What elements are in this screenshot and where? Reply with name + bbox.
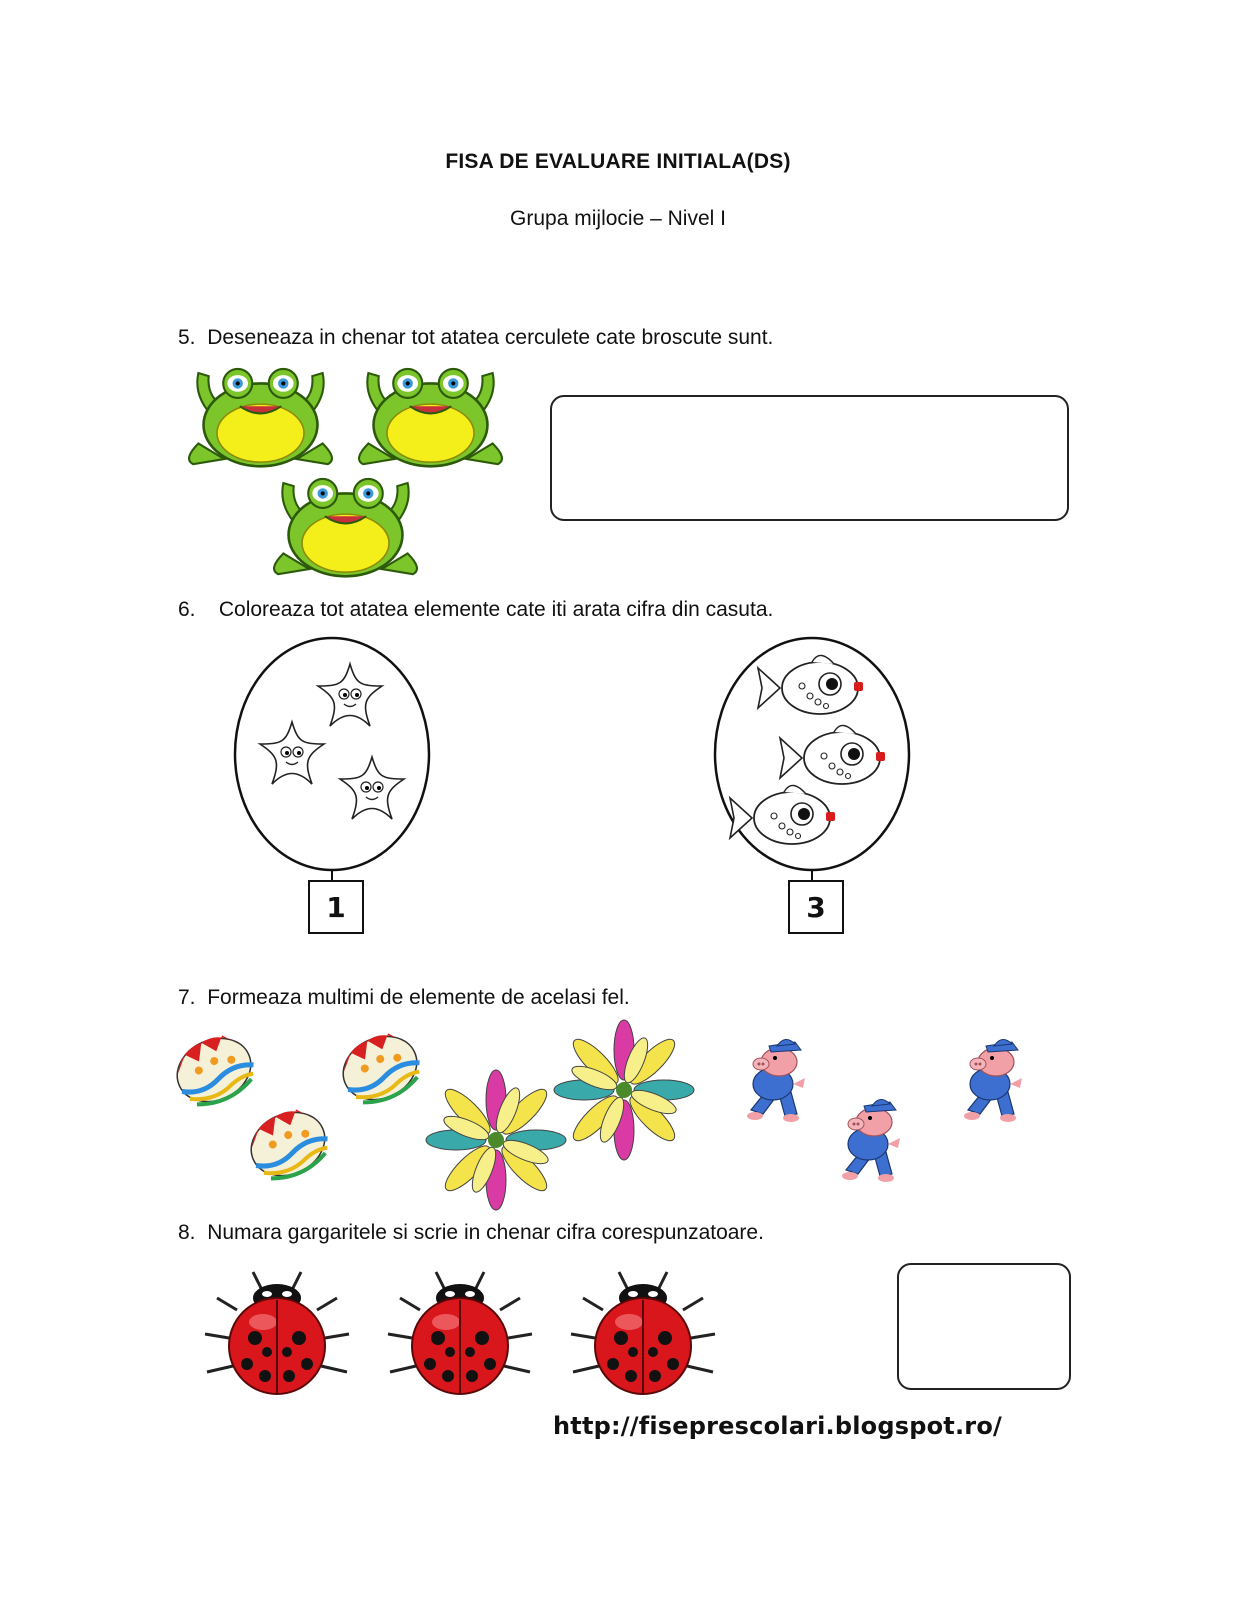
flowers-group	[430, 1020, 700, 1210]
frog-2	[358, 360, 503, 470]
task-6-instruction	[178, 598, 773, 622]
page-subtitle: Grupa mijlocie – Nivel I	[510, 207, 726, 230]
starfish-2	[260, 722, 324, 784]
pigs-group	[728, 1022, 1038, 1192]
flower-2	[554, 1020, 694, 1160]
flower-1	[426, 1070, 566, 1210]
starfish-group	[232, 636, 432, 876]
task-text: Coloreaza tot atatea elemente cate iti arata cifra din casuta.	[218, 598, 774, 621]
ladybug-2	[388, 1272, 532, 1394]
egg-2	[333, 1024, 428, 1112]
pig-3	[964, 1039, 1022, 1122]
task-text: Deseneaza in chenar tot atatea cerculete cate broscute sunt.	[207, 326, 774, 349]
task-5-answer-frame[interactable]	[550, 395, 1069, 521]
task-number: 7.	[178, 986, 196, 1009]
digit-box-right: 3	[788, 880, 844, 934]
fish-group	[712, 636, 912, 876]
frog-3	[273, 470, 418, 580]
starfish-1	[318, 664, 382, 726]
task-8-answer-frame[interactable]	[897, 1263, 1071, 1390]
egg-1	[167, 1026, 262, 1114]
ladybug-1	[205, 1272, 349, 1394]
task-number: 8.	[178, 1221, 196, 1244]
pig-2	[842, 1099, 900, 1182]
egg-3	[241, 1100, 336, 1188]
ladybug-3	[571, 1272, 715, 1394]
task-7-instruction	[178, 986, 630, 1010]
fish-1	[758, 655, 863, 714]
task-text: Formeaza multimi de elemente de acelasi fel.	[207, 986, 630, 1009]
task-number: 5.	[178, 326, 196, 349]
starfish-3	[340, 757, 404, 819]
fish-3	[730, 785, 835, 844]
digit-box-left: 1	[308, 880, 364, 934]
page-title: FISA DE EVALUARE INITIALA(DS)	[445, 150, 791, 173]
eggs-group	[172, 1020, 442, 1200]
task-5-instruction	[178, 326, 773, 350]
source-url: http://fiseprescolari.blogspot.ro/	[553, 1412, 1002, 1440]
task-number: 6.	[178, 598, 196, 621]
pig-1	[747, 1039, 805, 1122]
fish-2	[780, 725, 885, 784]
ladybugs-group	[195, 1262, 735, 1412]
task-8-instruction	[178, 1221, 764, 1245]
frog-1	[188, 360, 333, 470]
task-text: Numara gargaritele si scrie in chenar cifra corespunzatoare.	[207, 1221, 764, 1244]
